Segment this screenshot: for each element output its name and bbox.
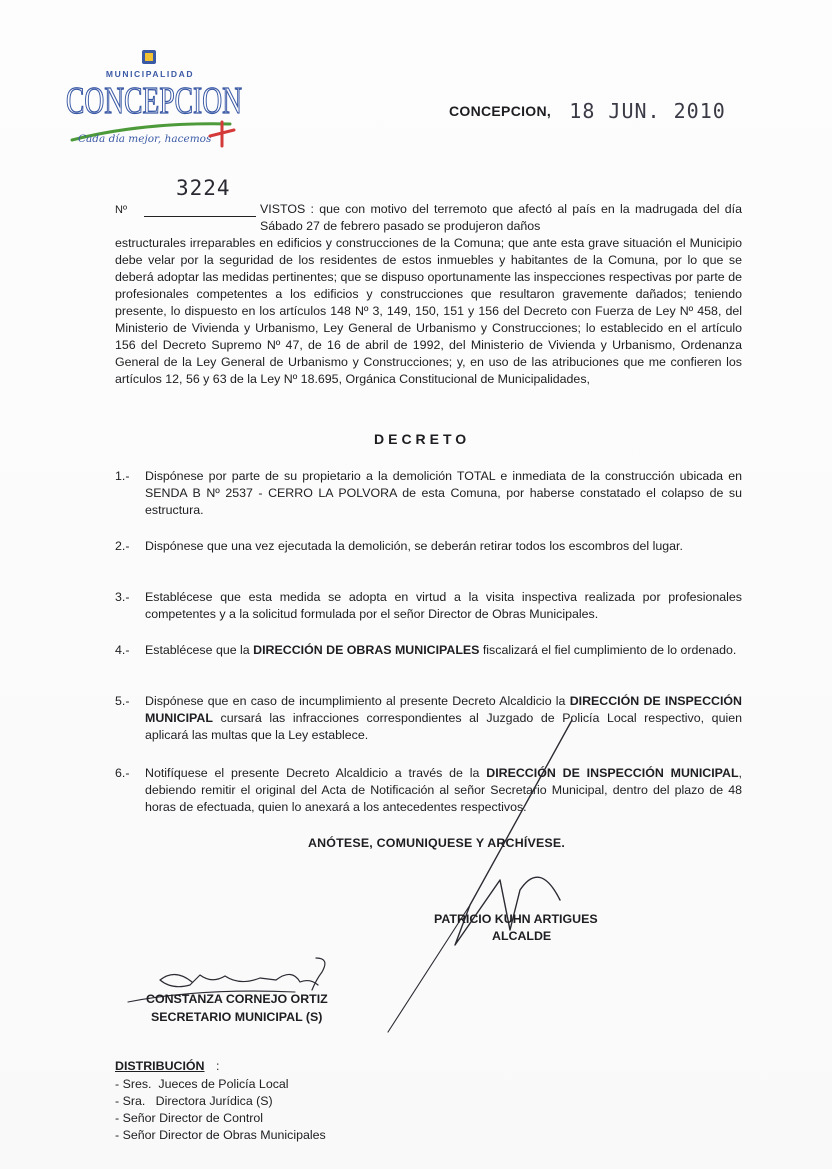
distribution-item: - Sra. Directora Jurídica (S) [115,1094,273,1108]
mayor-title: ALCALDE [492,929,552,943]
item-text-post: fiscalizará el fiel cumplimiento de lo ordenado. [479,643,737,657]
item-text-bold: DIRECCIÓN DE OBRAS MUNICIPALES [253,643,480,657]
secretary-title: SECRETARIO MUNICIPAL (S) [151,1010,323,1024]
item-text [145,693,742,744]
item-text-post: cursará las infracciones correspondientes al Juzgado de Policía Local respectivo, quien aplicará las multas que la Ley establece. [145,711,742,742]
decree-item-3 [115,589,742,623]
decree-number-label: Nº [115,204,127,216]
place-label: CONCEPCION, [449,103,552,119]
decree-item-4 [115,642,742,659]
decree-item-2 [115,538,742,555]
decree-number-line [144,216,256,217]
item-text-pre: Establécese que la [145,643,254,657]
date-stamp: 18 JUN. 2010 [569,99,726,123]
decree-item-6 [115,765,742,816]
logo-name-text: CONCEPCION [66,80,242,122]
item-text-pre: Dispónese que en caso de incumplimiento al presente Decreto Alcaldicio la [145,694,570,708]
distribution-item: - Señor Director de Obras Municipales [115,1128,326,1142]
item-text-pre: Notifíquese el presente Decreto Alcaldicio a través de la [145,766,487,780]
item-number: 5.- [115,694,130,708]
decreto-heading: DECRETO [374,431,471,447]
distribution-heading: DISTRIBUCIÓN [115,1059,205,1073]
logo-municipalidad-text: MUNICIPALIDAD [105,69,195,79]
item-text-bold: DIRECCIÓN DE INSPECCIÓN MUNICIPAL [145,694,742,725]
distribution-item: - Sres. Jueces de Policía Local [115,1077,289,1091]
item-text: Establécese que esta medida se adopta en virtud a la visita inspectiva realizada por profesionales competentes y a la solicitud formulada por el señor Director de Obras Municipales. [145,590,742,621]
item-text: Dispónese por parte de su propietario a la demolición TOTAL e inmediata de la construcción ubicada en SENDA B Nº 2537 - CERRO LA POLVORA de esta Comuna, por haberse constatado el colapso de su estructura. [145,469,742,517]
secretary-name: CONSTANZA CORNEJO ORTIZ [146,992,328,1006]
item-text [145,642,742,659]
closing-formula: ANÓTESE, COMUNIQUESE Y ARCHÍVESE. [308,836,565,850]
decree-item-5 [115,693,742,744]
decree-item-1 [115,468,742,519]
item-text: Dispónese que una vez ejecutada la demolición, se deberán retirar todos los escombros del lugar. [145,539,683,553]
item-number: 6.- [115,766,130,780]
concepcion-logo-icon [62,50,252,155]
item-text-bold: DIRECCIÓN DE INSPECCIÓN MUNICIPAL [486,766,739,780]
item-number: 4.- [115,643,130,657]
decree-number-stamp: 3224 [176,176,231,200]
item-text [145,765,742,816]
vistos-first-lines: VISTOS : que con motivo del terremoto que afectó al país en la madrugada del día Sábado 27 de febrero pasado se produjeron daños [260,202,742,233]
logo-slogan-text: Cada día mejor, hacemos [78,133,212,145]
mayor-name: PATRICIO KUHN ARTIGUES [434,912,598,926]
distribution-item: - Señor Director de Control [115,1111,264,1125]
distribution-list [115,1076,326,1144]
place-date [449,97,726,121]
item-text-post: , debiendo remitir el original del Acta de Notificación al señor Secretario Municipal, dentro del plazo de 48 horas de efectuada, quien lo anexará a los antecedentes respectivos. [145,766,742,814]
distribution-colon: : [216,1059,220,1073]
item-number: 2.- [115,539,130,553]
item-number: 1.- [115,469,130,483]
vistos-paragraph: estructurales irreparables en edificios y construcciones de la Comuna; que ante esta grave situación el Municipio debe velar por la seguridad de los residentes de estos inmuebles y habitantes de la Comuna, por lo que se deberá adoptar las medidas pertinentes; que se dispuso oportunamente las inspecciones respectivas por parte de profesionales competentes a los edificios y construcciones que resultaron gravemente dañados; teniendo presente, lo dispuesto en los artículos 148 Nº 3, 149, 150, 151 y 156 del Decreto con Fuerza de Ley Nº 458, del Ministerio de Vivienda y Urbanismo, Ley General de Urbanismo y Construcciones; lo establecido en el artículo 156 del Decreto Supremo Nº 47, de 16 de abril de 1992, del Ministerio de Vivienda y Urbanismo, Ordenanza General de la Ley General de Urbanismo y Construcciones; y, en uso de las atribuciones que me confieren los artículos 12, 56 y 63 de la Ley Nº 18.695, Orgánica Constitucional de Municipalidades, [115,236,742,386]
item-number: 3.- [115,590,130,604]
municipality-logo [62,50,252,155]
